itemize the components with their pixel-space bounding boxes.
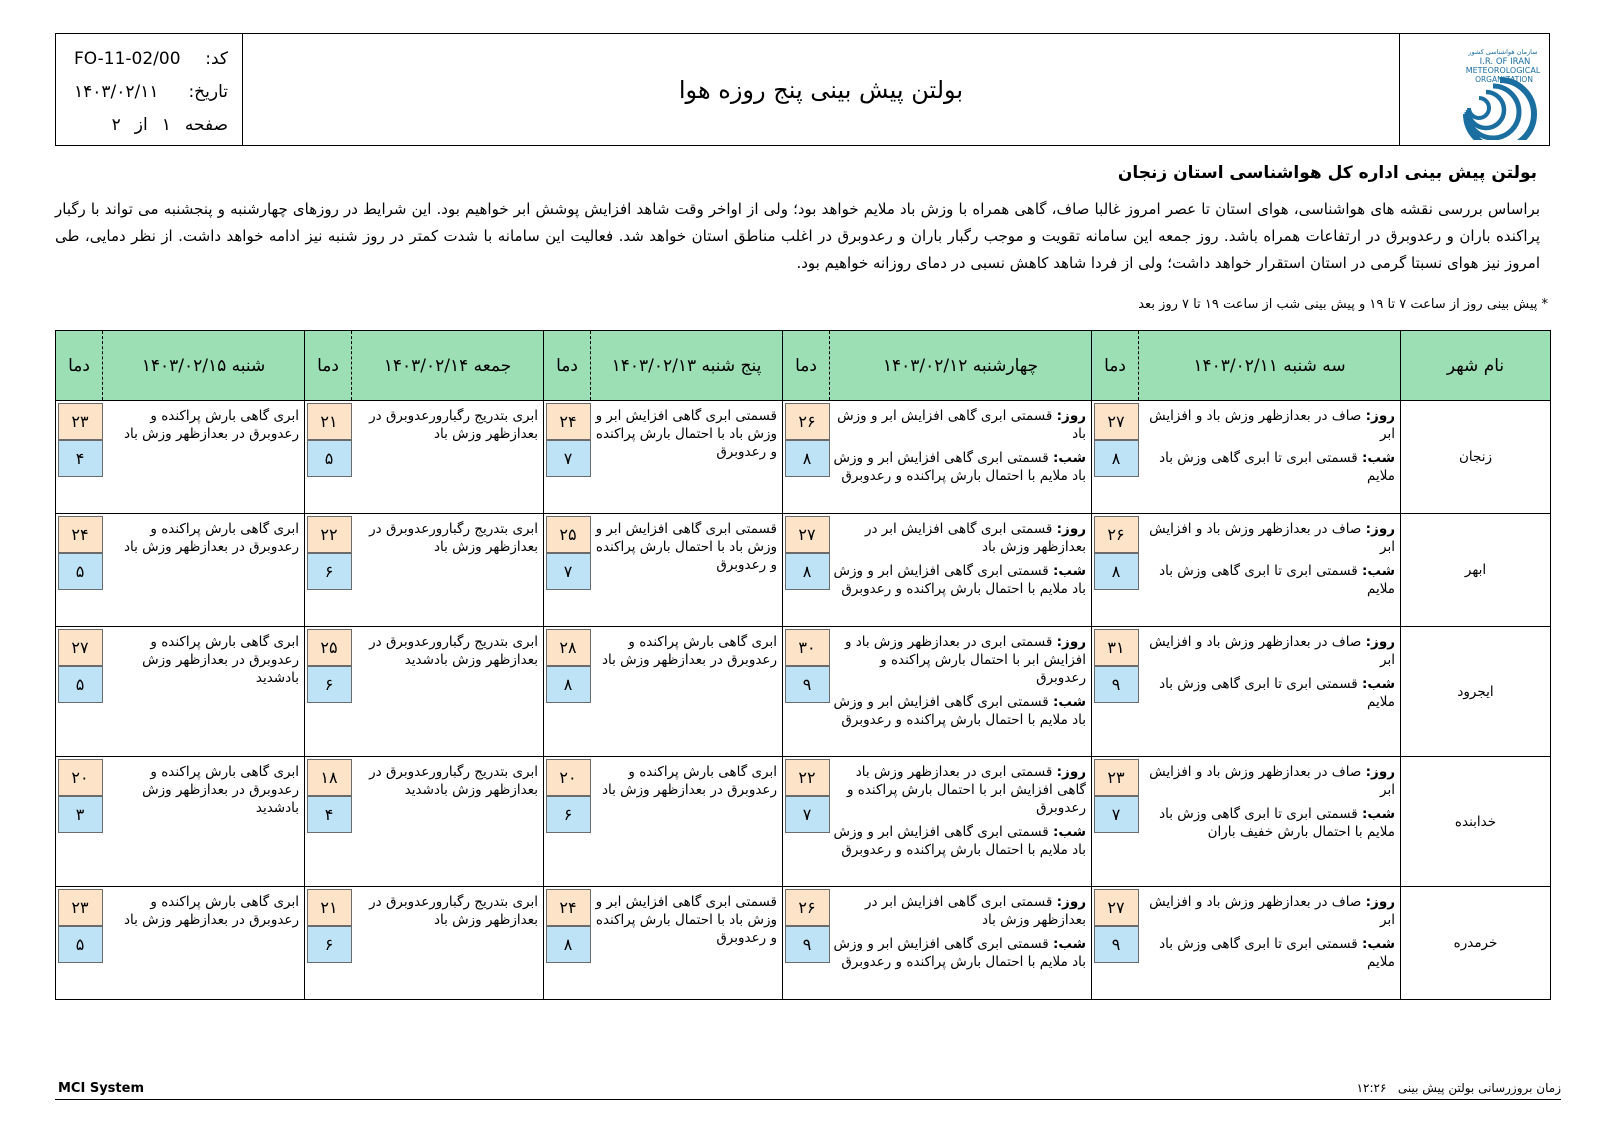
temp-cell	[544, 887, 591, 1000]
min-temp: ۵	[307, 440, 352, 477]
day-forecast: قسمتی ابری گاهی افزایش ابر و وزش باد	[837, 408, 1086, 442]
max-temp: ۲۷	[785, 516, 830, 553]
forecast-table	[55, 330, 1551, 1000]
forecast-cell	[830, 627, 1092, 757]
temp-cell	[1092, 627, 1139, 757]
day-header-1: چهارشنبه ۱۴۰۳/۰۲/۱۲	[830, 331, 1092, 401]
forecast-cell	[1139, 757, 1401, 887]
max-temp: ۲۱	[307, 403, 352, 440]
temp-cell	[783, 757, 830, 887]
footer-system: MCI System	[58, 1081, 144, 1096]
day-label: روز:	[1365, 521, 1395, 537]
forecast-text: قسمتی ابری گاهی افزایش ابر و وزش باد با احتمال بارش پراکنده و رعدوبرق	[591, 514, 783, 627]
header-title-box	[243, 34, 1399, 145]
min-temp: ۸	[785, 553, 830, 590]
city-name: ابهر	[1401, 514, 1551, 627]
page-row	[74, 113, 228, 137]
day-header-2: پنج شنبه ۱۴۰۳/۰۲/۱۳	[591, 331, 783, 401]
temp-cell	[783, 514, 830, 627]
page-of-label: از	[134, 115, 148, 135]
max-temp: ۲۸	[546, 629, 591, 666]
forecast-text: قسمتی ابری گاهی افزایش ابر و وزش باد با احتمال بارش پراکنده و رعدوبرق	[591, 401, 783, 514]
forecast-text: ابری گاهی بارش پراکنده و رعدوبرق در بعدازظهر وزش بادشدید	[103, 757, 305, 887]
table-row	[56, 401, 1551, 514]
temp-header-2: دما	[544, 331, 591, 401]
max-temp: ۲۷	[58, 629, 103, 666]
header-meta-box	[56, 34, 243, 145]
page-label: صفحه	[184, 115, 228, 135]
temp-cell	[56, 887, 103, 1000]
min-temp: ۶	[307, 666, 352, 703]
night-forecast: قسمتی ابری تا ابری گاهی وزش باد ملایم	[1159, 676, 1395, 710]
logo-line-1: سازمان هواشناسی کشور	[1467, 47, 1538, 56]
temp-header-1: دما	[783, 331, 830, 401]
forecast-text: ابری گاهی بارش پراکنده و رعدوبرق در بعدازظهر وزش باد	[103, 514, 305, 627]
max-temp: ۲۷	[1094, 889, 1139, 926]
temp-cell	[305, 757, 352, 887]
temp-cell	[305, 401, 352, 514]
min-temp: ۹	[1094, 666, 1139, 703]
min-temp: ۸	[1094, 553, 1139, 590]
night-forecast: قسمتی ابری تا ابری گاهی وزش باد ملایم با احتمال بارش خفیف باران	[1159, 806, 1395, 840]
night-label: شب:	[1362, 450, 1395, 466]
date-value: ۱۴۰۳/۰۲/۱۱	[74, 82, 159, 102]
temp-cell	[305, 514, 352, 627]
page-number: ۱	[161, 115, 171, 135]
city-name: خدابنده	[1401, 757, 1551, 887]
night-forecast: قسمتی ابری تا ابری گاهی وزش باد ملایم	[1159, 563, 1395, 597]
table-header-row	[56, 331, 1551, 401]
min-temp: ۶	[546, 796, 591, 833]
min-temp: ۷	[1094, 796, 1139, 833]
page-title: بولتن پیش بینی پنج روزه هوا	[678, 75, 964, 104]
forecast-cell	[830, 757, 1092, 887]
night-forecast: قسمتی ابری گاهی افزایش ابر و وزش باد ملایم با احتمال بارش پراکنده و رعدوبرق	[833, 824, 1086, 858]
day-label: روز:	[1056, 634, 1086, 650]
min-temp: ۷	[546, 440, 591, 477]
page-total: ۲	[111, 115, 121, 135]
min-temp: ۶	[307, 926, 352, 963]
city-name: ایجرود	[1401, 627, 1551, 757]
max-temp: ۱۸	[307, 759, 352, 796]
max-temp: ۲۴	[546, 889, 591, 926]
min-temp: ۹	[1094, 926, 1139, 963]
min-temp: ۹	[785, 926, 830, 963]
temp-cell	[544, 401, 591, 514]
night-label: شب:	[1362, 936, 1395, 952]
intro-paragraph: براساس بررسی نقشه های هواشناسی، هوای استان تا عصر امروز غالبا صاف، گاهی همراه با وزش باد ملایم خواهد بود؛ ولی از اواخر وقت شاهد افزایش پوشش ابر خواهیم بود. این شرایط در روزهای چهارشنبه و پنجشنبه می تواند با رگبار پراکنده باران و رعدوبرق در ارتفاعات همراه باشد. روز جمعه این سامانه تقویت و موجب رگبار باران و رعدوبرق در اغلب مناطق استان خواهد شد. فعالیت این سامانه با شدت کمتر در روز شنبه نیز ادامه خواهد داشت. از نظر دمایی، طی امروز نیز هوای نسبتا گرمی در استان استقرار خواهد داشت؛ ولی از فردا شاهد کاهش نسبی در دمای روزانه خواهیم بود.	[55, 200, 1540, 272]
night-forecast: قسمتی ابری تا ابری گاهی وزش باد ملایم	[1159, 936, 1395, 970]
max-temp: ۳۱	[1094, 629, 1139, 666]
day-forecast: قسمتی ابری گاهی افزایش ابر در بعدازظهر وزش باد	[864, 521, 1086, 555]
footer-update	[1357, 1081, 1561, 1095]
temp-cell	[544, 757, 591, 887]
forecast-cell	[1139, 627, 1401, 757]
day-label: روز:	[1056, 764, 1086, 780]
min-temp: ۴	[58, 440, 103, 477]
code-value: FO-11-02/00	[74, 49, 181, 69]
day-forecast: صاف در بعدازظهر وزش باد و افزایش ابر	[1149, 408, 1395, 442]
forecast-text: ابری گاهی بارش پراکنده و رعدوبرق در بعدازظهر وزش باد	[591, 627, 783, 757]
max-temp: ۲۱	[307, 889, 352, 926]
night-label: شب:	[1053, 936, 1086, 952]
temp-cell	[56, 757, 103, 887]
day-label: روز:	[1365, 634, 1395, 650]
forecast-cell	[830, 401, 1092, 514]
max-temp: ۲۰	[58, 759, 103, 796]
day-label: روز:	[1056, 894, 1086, 910]
temp-cell	[1092, 757, 1139, 887]
max-temp: ۲۳	[58, 889, 103, 926]
update-time: ۱۲:۲۶	[1356, 1081, 1387, 1095]
night-label: شب:	[1362, 676, 1395, 692]
max-temp: ۲۵	[546, 516, 591, 553]
day-header-3: جمعه ۱۴۰۳/۰۲/۱۴	[352, 331, 544, 401]
forecast-text: قسمتی ابری گاهی افزایش ابر و وزش باد با احتمال بارش پراکنده و رعدوبرق	[591, 887, 783, 1000]
forecast-cell	[830, 887, 1092, 1000]
temp-cell	[305, 627, 352, 757]
logo-line-2: I.R. OF IRAN	[1479, 56, 1530, 67]
city-header: نام شهر	[1401, 331, 1551, 401]
night-forecast: قسمتی ابری گاهی افزایش ابر و وزش باد ملایم با احتمال بارش پراکنده و رعدوبرق	[833, 563, 1086, 597]
forecast-cell	[1139, 401, 1401, 514]
day-forecast: صاف در بعدازظهر وزش باد و افزایش ابر	[1149, 764, 1395, 798]
forecast-text: ابری گاهی بارش پراکنده و رعدوبرق در بعدازظهر وزش باد	[103, 401, 305, 514]
temp-cell	[56, 514, 103, 627]
max-temp: ۲۴	[58, 516, 103, 553]
temp-cell	[1092, 401, 1139, 514]
max-temp: ۲۲	[785, 759, 830, 796]
day-label: روز:	[1365, 894, 1395, 910]
night-forecast: قسمتی ابری گاهی افزایش ابر و وزش باد ملایم با احتمال بارش پراکنده و رعدوبرق	[833, 936, 1086, 970]
table-row	[56, 887, 1551, 1000]
forecast-text: ابری بتدریج رگبارورعدوبرق در بعدازظهر وزش باد	[352, 887, 544, 1000]
day-label: روز:	[1365, 408, 1395, 424]
temp-cell	[305, 887, 352, 1000]
update-label: زمان بروزرسانی بولتن پیش بینی	[1397, 1081, 1561, 1095]
min-temp: ۹	[785, 666, 830, 703]
temp-header-0: دما	[1092, 331, 1139, 401]
min-temp: ۸	[1094, 440, 1139, 477]
temp-cell	[783, 401, 830, 514]
min-temp: ۷	[785, 796, 830, 833]
logo-line-3: METEOROLOGICAL	[1465, 65, 1540, 75]
min-temp: ۵	[58, 553, 103, 590]
footer-divider	[55, 1099, 1561, 1100]
temp-cell	[544, 627, 591, 757]
forecast-text: ابری گاهی بارش پراکنده و رعدوبرق در بعدازظهر وزش بادشدید	[103, 627, 305, 757]
night-label: شب:	[1362, 563, 1395, 579]
temp-cell	[1092, 514, 1139, 627]
forecast-text: ابری بتدریج رگبارورعدوبرق در بعدازظهر وزش باد	[352, 514, 544, 627]
min-temp: ۴	[307, 796, 352, 833]
min-temp: ۷	[546, 553, 591, 590]
night-label: شب:	[1362, 806, 1395, 822]
date-label: تاریخ:	[188, 82, 228, 102]
day-forecast: قسمتی ابری در بعدازظهر وزش باد گاهی افزایش ابر با احتمال بارش پراکنده و رعدوبرق	[846, 764, 1086, 816]
header-logo-box	[1399, 34, 1549, 145]
max-temp: ۲۷	[1094, 403, 1139, 440]
forecast-text: ابری گاهی بارش پراکنده و رعدوبرق در بعدازظهر وزش باد	[591, 757, 783, 887]
temp-cell	[544, 514, 591, 627]
section-title: بولتن پیش بینی اداره کل هواشناسی استان زنجان	[1117, 163, 1537, 183]
min-temp: ۳	[58, 796, 103, 833]
city-name: خرمدره	[1401, 887, 1551, 1000]
day-forecast: قسمتی ابری گاهی افزایش ابر در بعدازظهر وزش باد	[864, 894, 1086, 928]
forecast-text: ابری بتدریج رگبارورعدوبرق در بعدازظهر وزش باد	[352, 401, 544, 514]
temp-cell	[783, 627, 830, 757]
min-temp: ۵	[58, 666, 103, 703]
day-header-0: سه شنبه ۱۴۰۳/۰۲/۱۱	[1139, 331, 1401, 401]
day-label: روز:	[1365, 764, 1395, 780]
min-temp: ۸	[546, 666, 591, 703]
forecast-text: ابری گاهی بارش پراکنده و رعدوبرق در بعدازظهر وزش باد	[103, 887, 305, 1000]
max-temp: ۲۶	[1094, 516, 1139, 553]
date-row	[74, 80, 228, 104]
day-forecast: صاف در بعدازظهر وزش باد و افزایش ابر	[1149, 894, 1395, 928]
min-temp: ۸	[785, 440, 830, 477]
temp-cell	[1092, 887, 1139, 1000]
max-temp: ۲۵	[307, 629, 352, 666]
night-label: شب:	[1053, 824, 1086, 840]
bulletin-header	[55, 33, 1550, 146]
table-row	[56, 514, 1551, 627]
temp-header-4: دما	[56, 331, 103, 401]
temp-cell	[56, 627, 103, 757]
night-forecast: قسمتی ابری تا ابری گاهی وزش باد ملایم	[1159, 450, 1395, 484]
max-temp: ۲۶	[785, 889, 830, 926]
max-temp: ۲۴	[546, 403, 591, 440]
forecast-text: ابری بتدریج رگبارورعدوبرق در بعدازظهر وزش بادشدید	[352, 757, 544, 887]
table-row	[56, 757, 1551, 887]
night-forecast: قسمتی ابری گاهی افزایش ابر و وزش باد ملایم با احتمال بارش پراکنده و رعدوبرق	[833, 450, 1086, 484]
city-name: زنجان	[1401, 401, 1551, 514]
logo-line-4: ORGANIZATION	[1474, 74, 1533, 84]
code-row	[74, 47, 228, 71]
temp-cell	[56, 401, 103, 514]
day-forecast: قسمتی ابری در بعدازظهر وزش باد و افزایش ابر با احتمال بارش پراکنده و رعدوبرق	[844, 634, 1086, 686]
forecast-note: * پیش بینی روز از ساعت ۷ تا ۱۹ و پیش بینی شب از ساعت ۱۹ تا ۷ روز بعد	[1138, 297, 1548, 312]
table-row	[56, 627, 1551, 757]
night-label: شب:	[1053, 450, 1086, 466]
day-label: روز:	[1056, 521, 1086, 537]
day-forecast: صاف در بعدازظهر وزش باد و افزایش ابر	[1149, 634, 1395, 668]
night-label: شب:	[1053, 694, 1086, 710]
forecast-text: ابری بتدریج رگبارورعدوبرق در بعدازظهر وزش بادشدید	[352, 627, 544, 757]
night-label: شب:	[1053, 563, 1086, 579]
max-temp: ۲۳	[58, 403, 103, 440]
min-temp: ۸	[546, 926, 591, 963]
max-temp: ۲۲	[307, 516, 352, 553]
code-label: کد:	[205, 49, 228, 69]
temp-cell	[783, 887, 830, 1000]
min-temp: ۵	[58, 926, 103, 963]
forecast-cell	[1139, 887, 1401, 1000]
day-header-4: شنبه ۱۴۰۳/۰۲/۱۵	[103, 331, 305, 401]
meteorological-organization-logo	[1405, 40, 1545, 140]
forecast-cell	[830, 514, 1092, 627]
night-forecast: قسمتی ابری گاهی افزایش ابر و وزش باد ملایم با احتمال بارش پراکنده و رعدوبرق	[833, 694, 1086, 728]
max-temp: ۲۰	[546, 759, 591, 796]
forecast-cell	[1139, 514, 1401, 627]
temp-header-3: دما	[305, 331, 352, 401]
min-temp: ۶	[307, 553, 352, 590]
day-label: روز:	[1056, 408, 1086, 424]
max-temp: ۲۶	[785, 403, 830, 440]
max-temp: ۲۳	[1094, 759, 1139, 796]
day-forecast: صاف در بعدازظهر وزش باد و افزایش ابر	[1149, 521, 1395, 555]
max-temp: ۳۰	[785, 629, 830, 666]
